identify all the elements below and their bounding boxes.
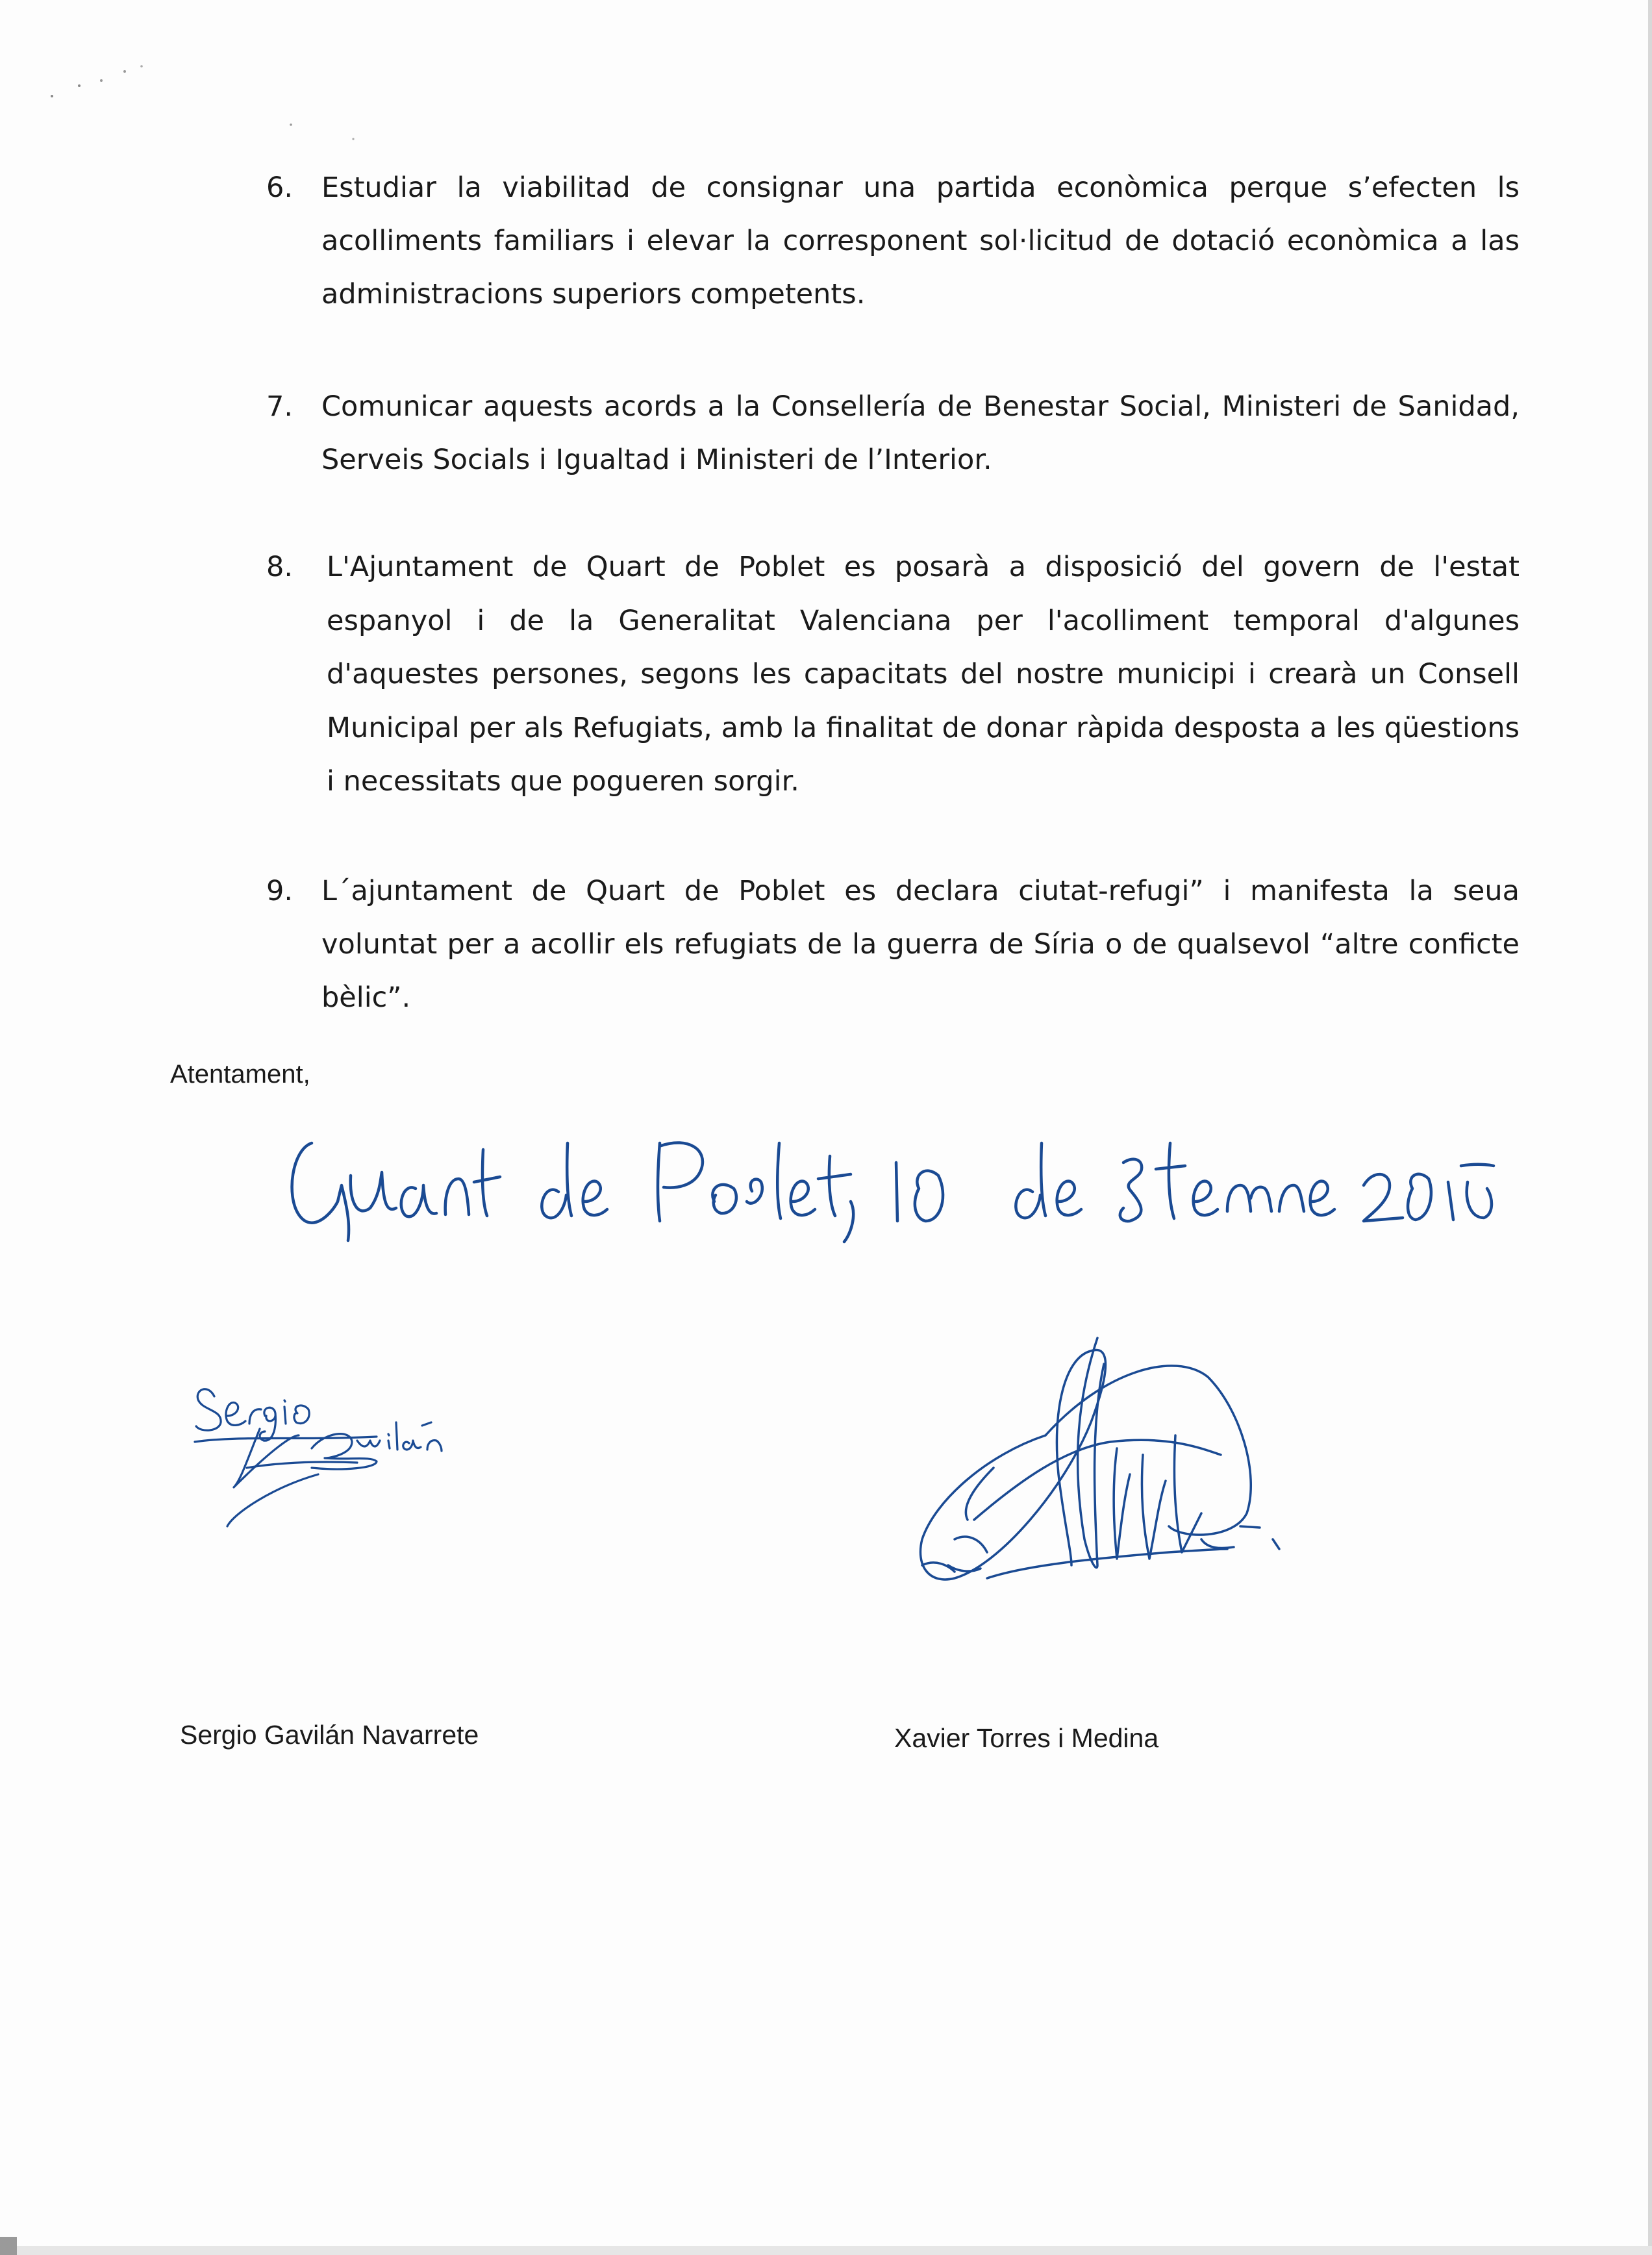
signature-sergio-gavilan bbox=[182, 1364, 468, 1559]
signatory-name-left: Sergio Gavilán Navarrete bbox=[180, 1720, 479, 1750]
signatory-name-right: Xavier Torres i Medina bbox=[894, 1723, 1159, 1753]
item-text: L´ajuntament de Quart de Poblet es declara ciutat-refugi” i manifesta la seua voluntat per a acollir els refugiats de la guerra de Síria o de qualsevol “altre conficte bèlic”. bbox=[321, 875, 1520, 1014]
scan-edge-corner bbox=[0, 2237, 17, 2255]
signature-xavier-torres bbox=[896, 1292, 1351, 1598]
item-text: Estudiar la viabilitad de consignar una partida econòmica perque s’efecten ls acolliments familiars i elevar la corresponent sol·licitud de dotació econòmica a las administracions superiors competents. bbox=[321, 171, 1520, 310]
item-number: 9. bbox=[266, 875, 294, 907]
item-number: 6. bbox=[266, 171, 294, 204]
item-text: Comunicar aquests acords a la Consellería de Benestar Social, Ministeri de Sanidad, Serveis Socials i Igualtad i Ministeri de l’Interior. bbox=[321, 390, 1520, 476]
closing-salutation: Atentament, bbox=[170, 1060, 310, 1089]
item-text: L'Ajuntament de Quart de Poblet es posarà a disposició del govern de l'estat espanyol i de la Generalitat Valenciana per l'acolliment temporal d'algunes d'aquestes persones, segons les capacitats del nostre municipi i crearà un Consell Municipal per als Refugiats, amb la finalitat de donar ràpida desposta a les qüestions i necessitats que pogueren sorgir. bbox=[327, 551, 1520, 798]
scan-edge-bottom bbox=[0, 2246, 1652, 2255]
item-number: 8. bbox=[266, 551, 294, 583]
item-number: 7. bbox=[266, 390, 294, 423]
handwritten-place-date bbox=[286, 1104, 1584, 1273]
scan-edge-right bbox=[1648, 0, 1652, 2255]
scan-specks bbox=[45, 52, 435, 156]
